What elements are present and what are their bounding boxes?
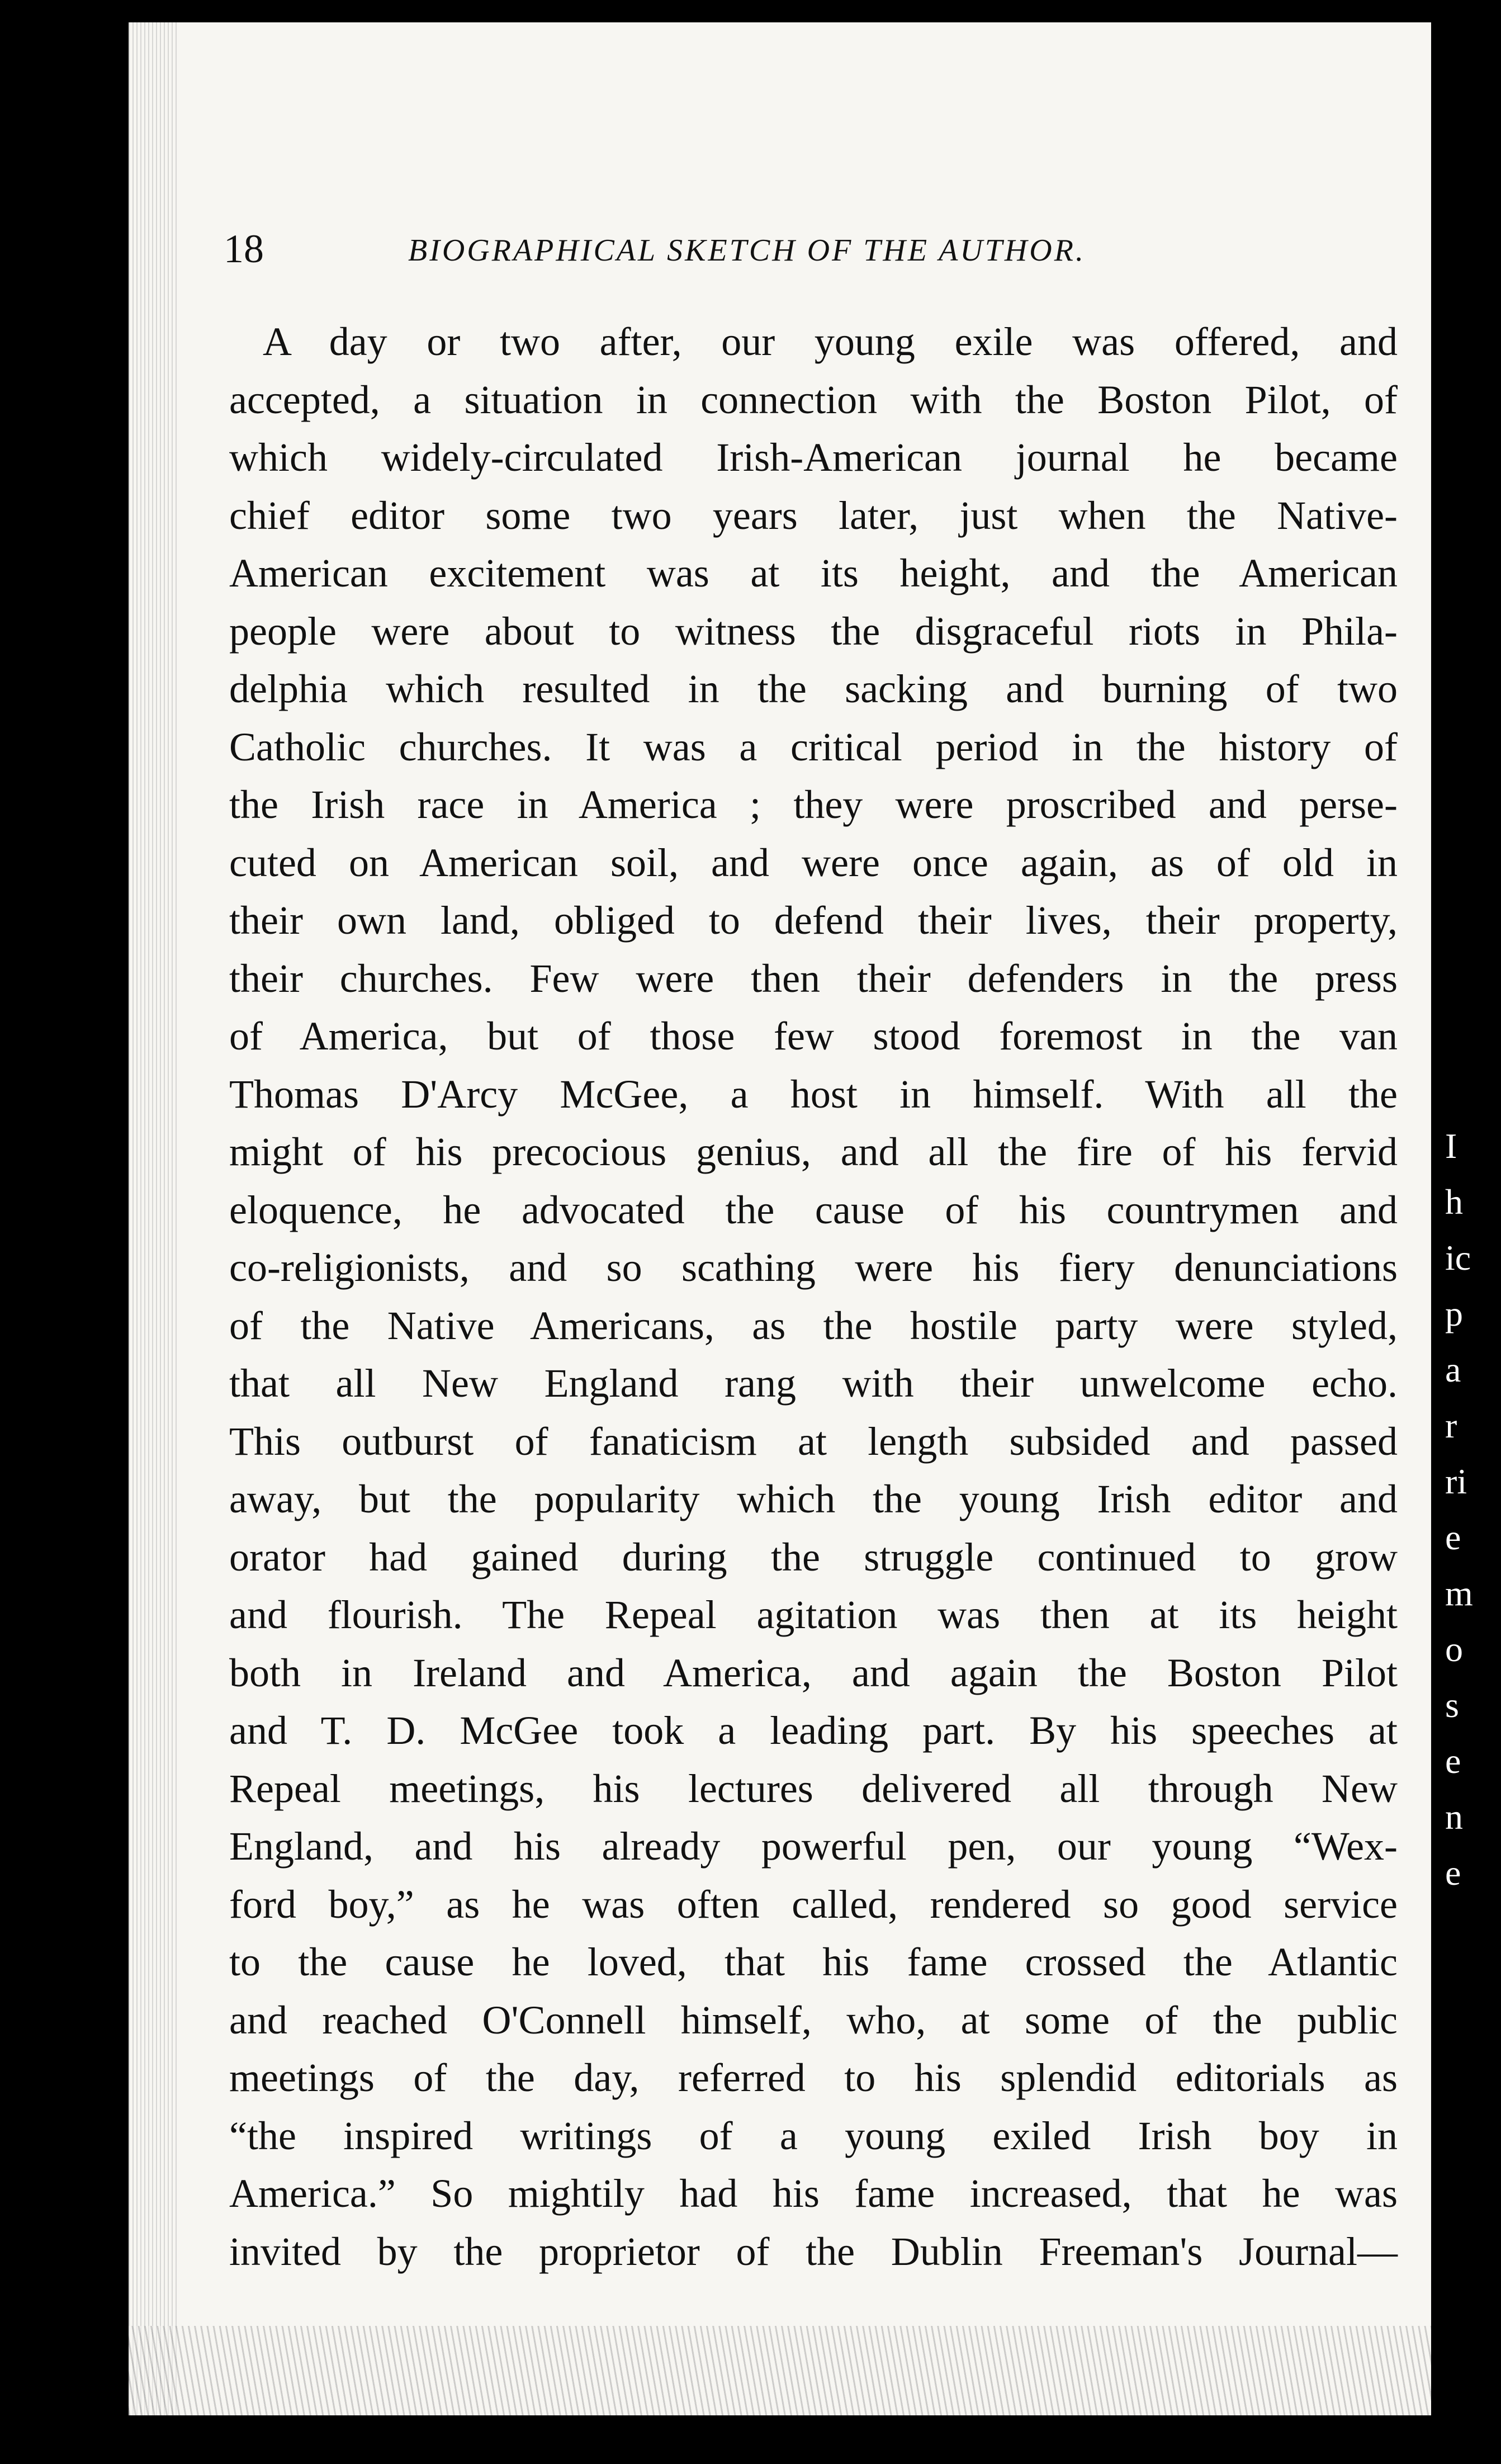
adjacent-page-fragment: n xyxy=(1445,1797,1463,1837)
adjacent-page-fragment: m xyxy=(1445,1573,1473,1613)
text-line: the Irish race in America ; they were proscribed and perse- xyxy=(229,782,1398,827)
adjacent-page-fragment: ri xyxy=(1445,1462,1467,1501)
text-line: Repeal meetings, his lectures delivered all through New xyxy=(229,1766,1398,1811)
text-line: “the inspired writings of a young exiled Irish boy in xyxy=(229,2113,1398,2158)
text-line: of America, but of those few stood foremost in the van xyxy=(229,1014,1398,1058)
book-page xyxy=(129,22,1431,2415)
adjacent-page-fragment: I xyxy=(1445,1126,1457,1166)
adjacent-page-fragment: ic xyxy=(1445,1238,1471,1278)
text-line: to the cause he loved, that his fame crossed the Atlantic xyxy=(229,1940,1398,1984)
text-line: co-religionists, and so scathing were his fiery denunciations xyxy=(229,1245,1398,1290)
running-head xyxy=(224,224,1336,274)
text-line: eloquence, he advocated the cause of his countrymen and xyxy=(229,1187,1398,1232)
page-number: 18 xyxy=(224,226,264,271)
text-line: both in Ireland and America, and again the Boston Pilot xyxy=(229,1650,1398,1695)
text-line: of the Native Americans, as the hostile party were styled, xyxy=(229,1303,1398,1348)
text-line: accepted, a situation in connection with the Boston Pilot, of xyxy=(229,377,1398,422)
text-line: A day or two after, our young exile was offered, and xyxy=(263,319,1398,364)
body-paragraph xyxy=(229,313,1398,2281)
text-line: chief editor some two years later, just when the Native- xyxy=(229,493,1398,538)
text-line: invited by the proprietor of the Dublin Freeman's Journal— xyxy=(229,2229,1398,2274)
adjacent-page-fragment: e xyxy=(1445,1853,1461,1893)
text-line: This outburst of fanaticism at length subsided and passed xyxy=(229,1418,1398,1464)
text-line: American excitement was at its height, and the American xyxy=(229,551,1398,595)
text-line: meetings of the day, referred to his splendid editorials as xyxy=(229,2055,1398,2100)
text-line: their churches. Few were then their defenders in the press xyxy=(229,956,1398,1001)
adjacent-page-fragment: p xyxy=(1445,1294,1463,1333)
text-line: and reached O'Connell himself, who, at some of the public xyxy=(229,1997,1398,2042)
adjacent-page-fragment: a xyxy=(1445,1350,1461,1389)
adjacent-page-fragment: o xyxy=(1445,1629,1463,1669)
adjacent-page-fragment: e xyxy=(1445,1741,1461,1781)
text-line: away, but the popularity which the young Irish editor and xyxy=(229,1477,1398,1521)
text-line: which widely-circulated Irish-American journal he became xyxy=(229,435,1398,480)
adjacent-page-edge xyxy=(1445,1118,1501,2292)
text-line: Catholic churches. It was a critical period in the history of xyxy=(229,724,1398,769)
text-line: orator had gained during the struggle continued to grow xyxy=(229,1534,1398,1579)
adjacent-page-fragment: r xyxy=(1445,1406,1457,1445)
text-line: delphia which resulted in the sacking and burning of two xyxy=(229,666,1398,711)
text-line: people were about to witness the disgraceful riots in Phila- xyxy=(229,608,1398,654)
text-line: ford boy,” as he was often called, rendered so good service xyxy=(229,1881,1398,1927)
text-line: America.” So mightily had his fame increased, that he was xyxy=(229,2171,1398,2216)
text-line: their own land, obliged to defend their lives, their property, xyxy=(229,898,1398,943)
text-line: and flourish. The Repeal agitation was then at its height xyxy=(229,1592,1398,1637)
text-line: that all New England rang with their unwelcome echo. xyxy=(229,1361,1398,1406)
adjacent-page-fragment: e xyxy=(1445,1517,1461,1557)
text-line: cuted on American soil, and were once again, as of old in xyxy=(229,840,1398,885)
running-title: BIOGRAPHICAL SKETCH OF THE AUTHOR. xyxy=(408,233,1086,268)
text-line: Thomas D'Arcy McGee, a host in himself. With all the xyxy=(229,1071,1398,1117)
text-line: might of his precocious genius, and all the fire of his fervid xyxy=(229,1129,1398,1174)
adjacent-page-fragment: s xyxy=(1445,1685,1459,1725)
text-line: and T. D. McGee took a leading part. By his speeches at xyxy=(229,1708,1398,1753)
adjacent-page-fragment: h xyxy=(1445,1182,1463,1222)
text-line: England, and his already powerful pen, our young “Wex- xyxy=(229,1824,1398,1869)
